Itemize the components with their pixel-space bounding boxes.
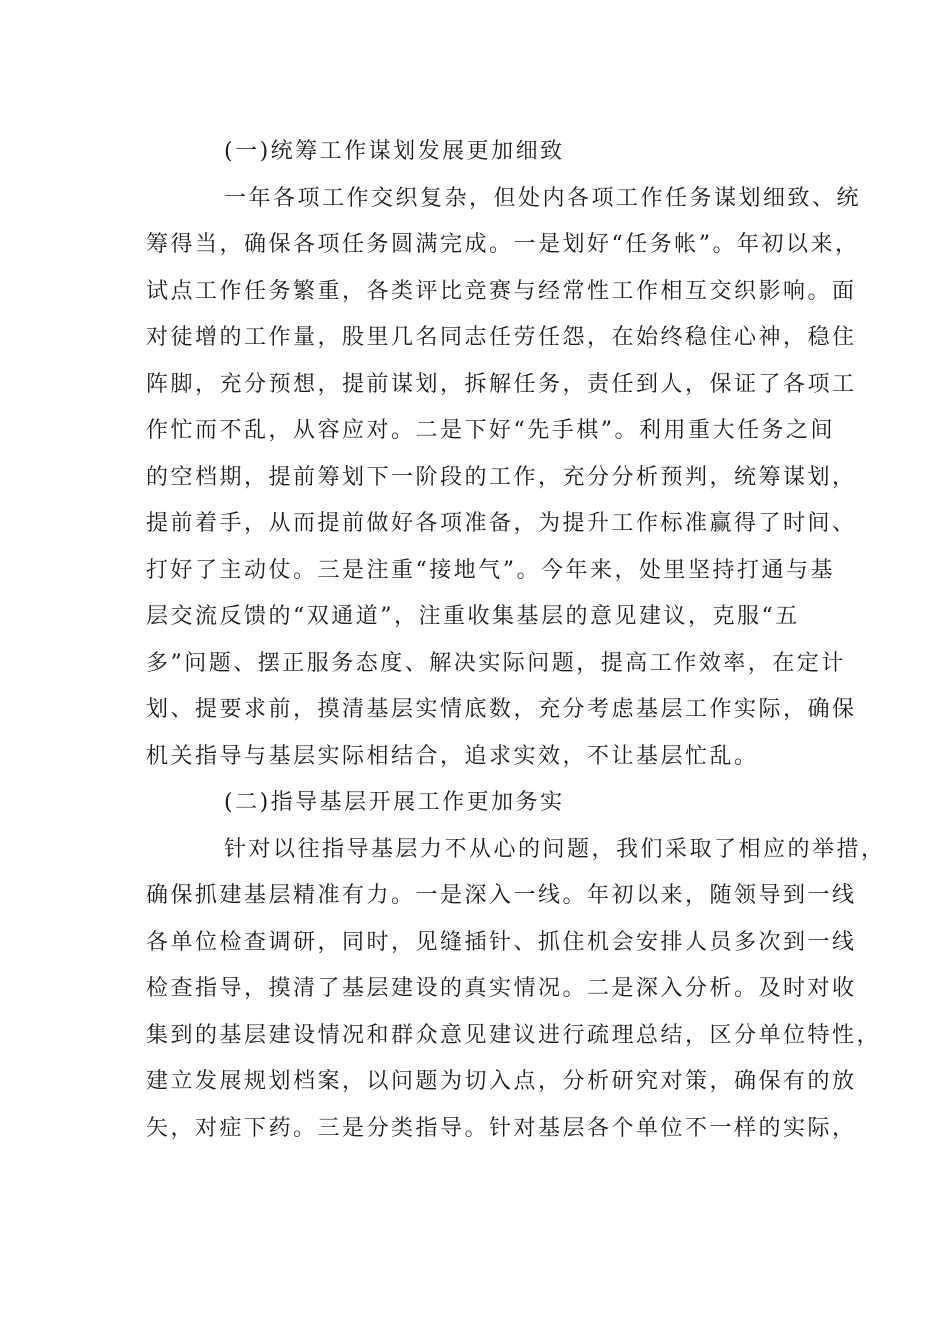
section-heading-1: (一)统筹工作谋划发展更加细致: [224, 139, 565, 164]
paragraph-line: 集到的基层建设情况和群众意见建议进行疏理总结，区分单位特性，: [146, 1022, 882, 1048]
paragraph-line: 提前着手，从而提前做好各项准备，为提升工作标准赢得了时间、: [146, 511, 857, 536]
section-heading-2: (二)指导基层开展工作更加务实: [224, 790, 565, 815]
paragraph-line: 多”问题、摆正服务态度、解决实际问题，提高工作效率，在定计: [146, 650, 846, 676]
paragraph-line: 针对以往指导基层力不从心的问题，我们采取了相应的举措，: [224, 836, 886, 862]
paragraph-line: 机关指导与基层实际相结合，追求实效，不让基层忙乱。: [146, 743, 759, 769]
paragraph-line: 划、提要求前，摸清基层实情底数，充分考虑基层工作实际，确保: [146, 697, 857, 722]
paragraph-line: 层交流反馈的“双通道”，注重收集基层的意见建议，克服“五: [146, 604, 800, 629]
paragraph-line: 检查指导，摸清了基层建设的真实情况。二是深入分析。及时对收: [146, 976, 857, 1001]
paragraph-line: 确保抓建基层精准有力。一是深入一线。年初以来，随领导到一线: [146, 883, 857, 908]
paragraph-line: 阵脚，充分预想，提前谋划，拆解任务，责任到人，保证了各项工: [146, 371, 857, 397]
paragraph-line: 的空档期，提前筹划下一阶段的工作，充分分析预判，统筹谋划，: [146, 464, 857, 490]
paragraph-line: 筹得当，确保各项任务圆满完成。一是划好“任务帐”。年初以来，: [146, 232, 860, 257]
paragraph-line: 作忙而不乱，从容应对。二是下好“先手棋”。利用重大任务之间: [146, 418, 835, 443]
paragraph-line: 各单位检查调研，同时，见缝插针、抓住机会安排人员多次到一线: [146, 929, 857, 955]
paragraph-line: 一年各项工作交织复杂，但处内各项工作任务谋划细致、统: [224, 185, 862, 211]
document-body: [146, 129, 886, 1152]
paragraph-line: 打好了主动仗。三是注重“接地气”。今年来，处里坚持打通与基: [146, 557, 835, 583]
paragraph-line: 试点工作任务繁重，各类评比竞赛与经常性工作相互交织影响。面: [146, 278, 857, 304]
paragraph-line: 建立发展规划档案，以问题为切入点，分析研究对策，确保有的放: [146, 1069, 857, 1094]
paragraph-line: 矢，对症下药。三是分类指导。针对基层各个单位不一样的实际，: [146, 1115, 857, 1141]
paragraph-line: 对徒增的工作量，股里几名同志任劳任怨，在始终稳住心神，稳住: [146, 325, 857, 350]
